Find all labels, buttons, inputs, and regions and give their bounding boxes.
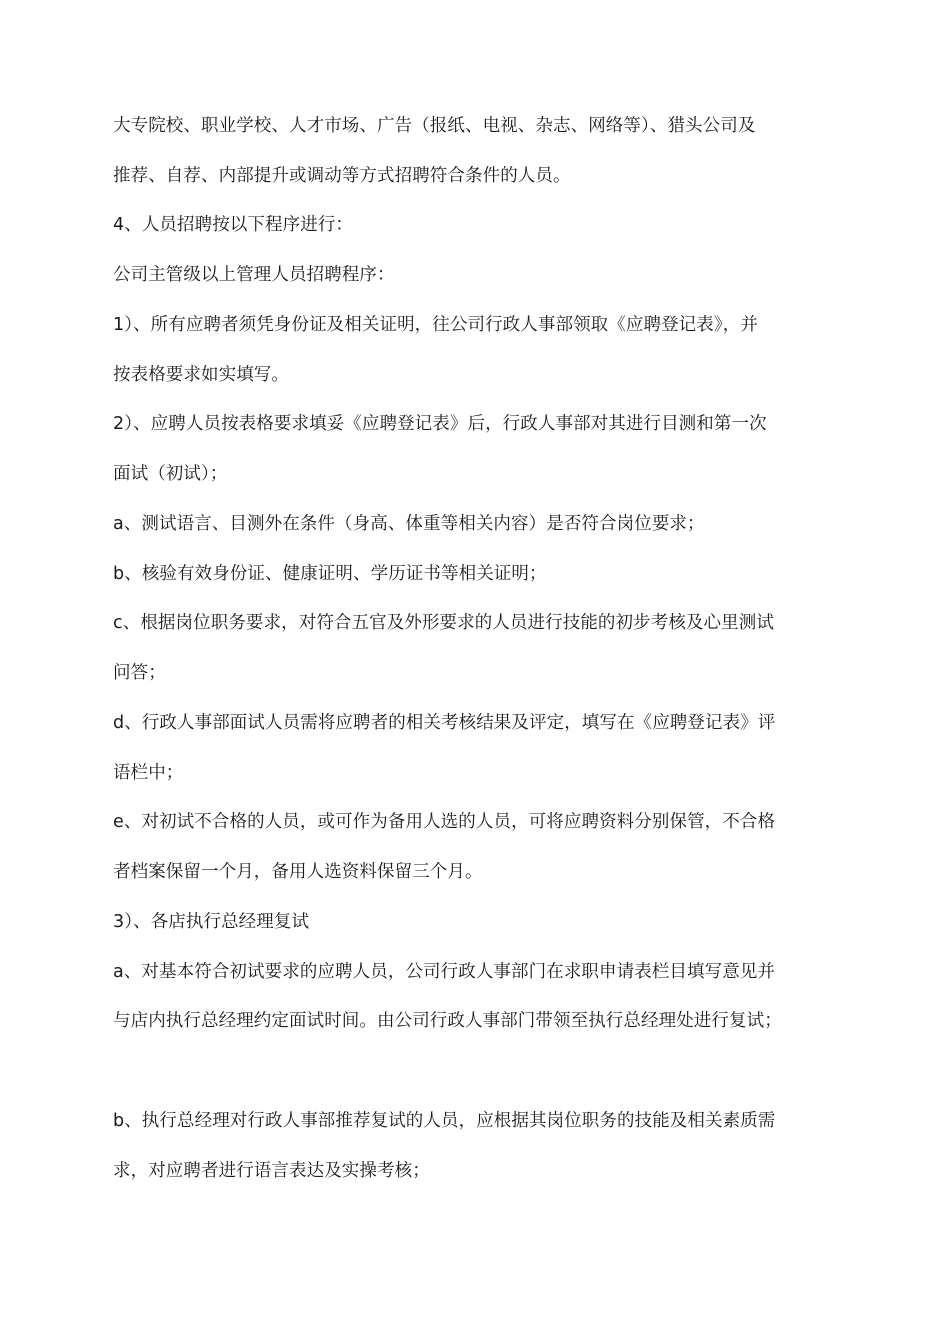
text-line: b、执行总经理对行政人事部推荐复试的人员，应根据其岗位职务的技能及相关素质需: [113, 1111, 776, 1131]
text-line: a、测试语言、目测外在条件（身高、体重等相关内容）是否符合岗位要求；: [113, 514, 705, 534]
text-line: 3）、各店执行总经理复试: [113, 912, 310, 932]
text-line: b、核验有效身份证、健康证明、学历证书等相关证明；: [113, 564, 547, 584]
text-line: 问答；: [113, 663, 166, 683]
text-line: 者档案保留一个月，备用人选资料保留三个月。: [113, 862, 483, 882]
text-line: 按表格要求如实填写。: [113, 365, 289, 385]
text-line: 与店内执行总经理约定面试时间。由公司行政人事部门带领至执行总经理处进行复试；: [113, 1011, 782, 1031]
text-line: 1）、所有应聘者须凭身份证及相关证明，往公司行政人事部领取《应聘登记表》，并: [113, 315, 758, 335]
text-line: 语栏中；: [113, 763, 184, 783]
text-line: 2）、应聘人员按表格要求填妥《应聘登记表》后，行政人事部对其进行目测和第一次: [113, 414, 767, 434]
text-line: a、对基本符合初试要求的应聘人员，公司行政人事部门在求职申请表栏目填写意见并: [113, 962, 776, 982]
text-line: c、根据岗位职务要求，对符合五官及外形要求的人员进行技能的初步考核及心里测试: [113, 613, 774, 633]
text-line: 4、人员招聘按以下程序进行：: [113, 215, 354, 235]
text-line: 推荐、自荐、内部提升或调动等方式招聘符合条件的人员。: [113, 166, 571, 186]
text-line: 大专院校、职业学校、人才市场、广告（报纸、电视、杂志、网络等）、猎头公司及: [113, 116, 756, 136]
text-line: 公司主管级以上管理人员招聘程序：: [113, 265, 395, 285]
text-line: d、行政人事部面试人员需将应聘者的相关考核结果及评定，填写在《应聘登记表》评: [113, 713, 776, 733]
text-line: e、对初试不合格的人员，或可作为备用人选的人员，可将应聘资料分别保管，不合格: [113, 812, 776, 832]
text-line: 面试（初试）；: [113, 464, 228, 484]
text-line: 求，对应聘者进行语言表达及实操考核；: [113, 1161, 430, 1181]
